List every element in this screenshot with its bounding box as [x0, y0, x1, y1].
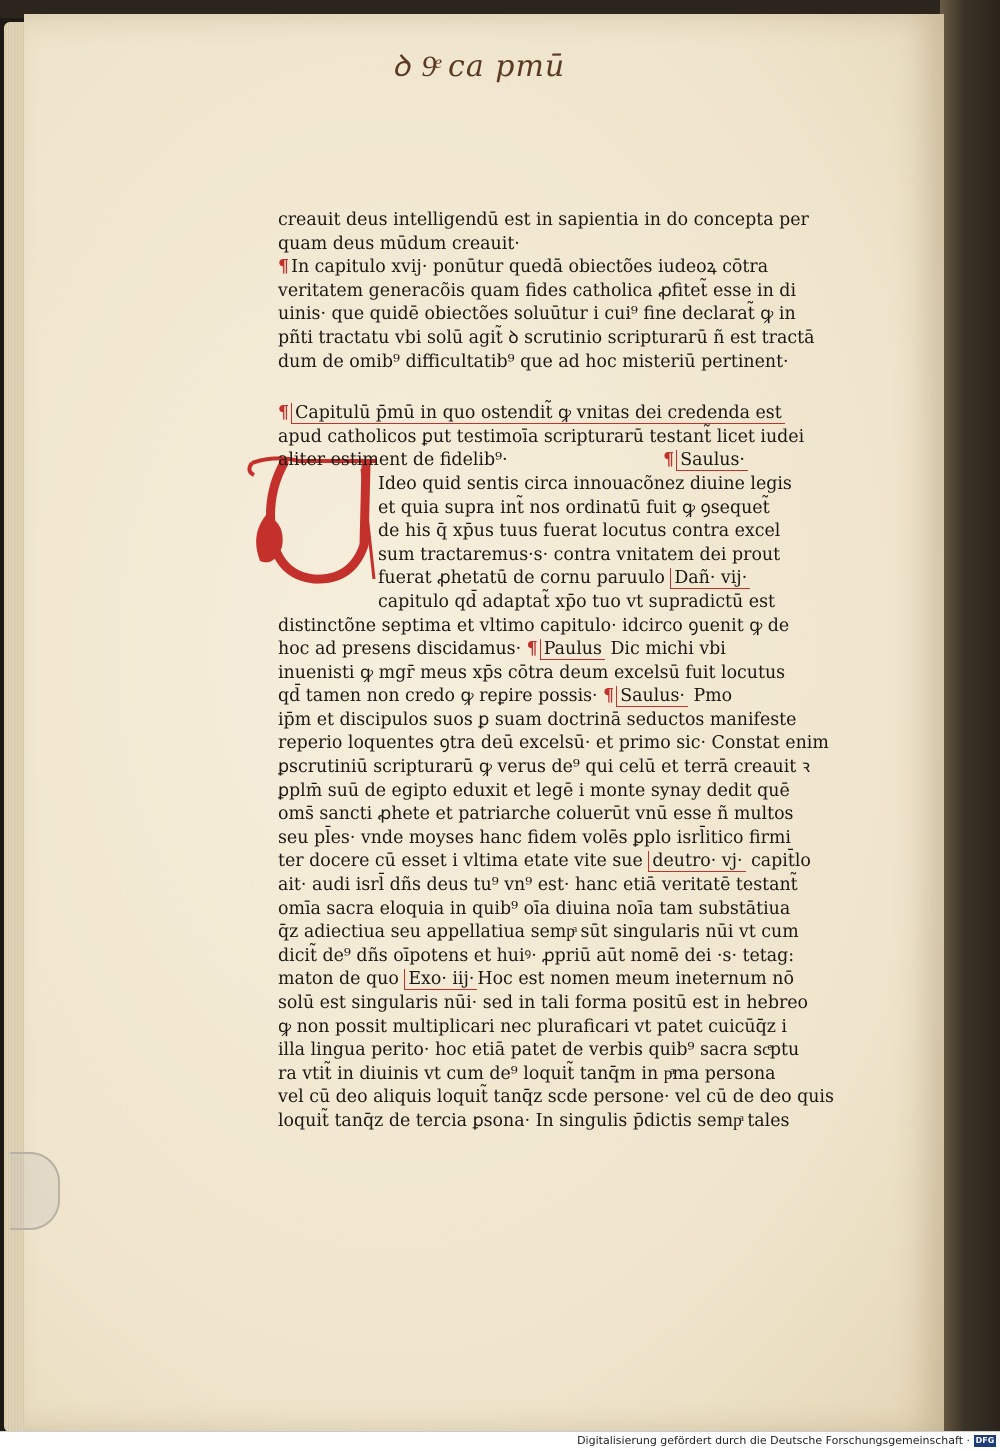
- text-segment: fuerat ꝓhetatū de cornu paruulo: [378, 568, 665, 589]
- footer-bar: [0, 1431, 1000, 1451]
- text-line: creauit deus intelligendū est in sapientia in do concepta per: [278, 210, 809, 230]
- text-line: de his q̄ xp̄us tuus fuerat locutus contra excel: [378, 521, 781, 542]
- body-text: [278, 209, 834, 1134]
- text-line: ꝑscrutiniū scripturarū ꝙ verus de⁹ qui celū et terrā creauit ꝛ: [278, 757, 811, 778]
- text-line: ait· audi isrl̄ dñs deus tu⁹ vn⁹ est· hanc etiā veritatē testant̃: [278, 875, 798, 896]
- text-line: [278, 449, 828, 473]
- text-segment: Dic michi vbi: [610, 639, 726, 660]
- speaker-saulus: Saulus·: [676, 450, 748, 471]
- text-segment: hoc ad presens discidamus·: [278, 639, 522, 660]
- text-segment: aliter estiment de fidelib⁹·: [278, 450, 508, 471]
- text-segment: qd̄ tamen non credo ꝙ reꝑire possis·: [278, 686, 598, 707]
- text-line: [278, 256, 828, 280]
- page-clip: [10, 1152, 60, 1230]
- book-binding: [940, 0, 1000, 1432]
- text-segment: capit̄lo: [751, 851, 811, 872]
- chapter-heading: [278, 402, 828, 426]
- speaker-saulus: Saulus·: [616, 686, 688, 707]
- dfg-logo: DFG: [975, 1436, 995, 1445]
- text-line: ꝙ non possit multiplicari nec pluraficari vt patet cuicūq̄z i: [278, 1016, 787, 1037]
- text-line: inuenisti ꝙ mgr̄ meus xp̄s cōtra deum excelsū fuit locutus: [278, 662, 786, 683]
- chapter-title: Capitulū p̄mū in quo ostendit̃ ꝙ vnitas dei credenda est: [291, 403, 785, 424]
- paragraph-mark: ¶: [526, 639, 538, 660]
- text-line: [278, 968, 828, 992]
- text-line: [278, 685, 828, 709]
- text-line: ꝑplm̄ suū de egipto eduxit et legē i monte synay dedit quē: [278, 780, 790, 801]
- footer-credit: Digitalisierung gefördert durch die Deutsche Forschungsgemeinschaft ·: [577, 1434, 970, 1447]
- text-segment: In capitulo xvij· ponūtur quedā obiectões iudeoꝝ cōtra: [291, 257, 769, 278]
- text-line: veritatem generacõis quam fides catholica ꝓfitet̃ esse in di: [278, 280, 796, 301]
- text-line: dicit̃ de⁹ dñs oīpotens et huiꝰ· ꝓpriū aūt nomē dei ·s· tetag:: [278, 945, 795, 966]
- text-segment: maton de quo: [278, 969, 399, 990]
- text-line: ip̄m et discipulos suos ꝑ suam doctrinā seductos manifeste: [278, 709, 797, 730]
- text-segment: Pmo: [693, 686, 733, 707]
- paragraph-mark: ¶: [278, 403, 290, 424]
- reference-exodus: Exo· iij·: [404, 969, 477, 990]
- text-segment: ter docere cū esset i vltima etate vite sue: [278, 851, 643, 872]
- text-line: distinctõne septima et vltimo capitulo· idcirco ꝯuenit ꝙ de: [278, 615, 790, 636]
- text-line: reperio loquentes ꝯtra deū excelsū· et primo sic· Constat enim: [278, 733, 829, 754]
- text-line: omīa sacra eloquia in quib⁹ oīa diuina noīa tam substātiua: [278, 898, 791, 919]
- text-line: [278, 567, 828, 591]
- text-line: [278, 638, 828, 662]
- reference-daniel: Dañ· vij·: [670, 568, 750, 589]
- paragraph-mark: ¶: [278, 257, 290, 278]
- speaker-paulus: Paulus: [540, 639, 605, 660]
- text-line: apud catholicos ꝑut testimoīa scripturarū testant̃ licet iudei: [278, 426, 805, 447]
- text-line: seu pl̄es· vnde moyses hanc fidem volēs ꝑplo isrl̄itico firmi: [278, 827, 791, 848]
- text-line: pñti tractatu vbi solū agit̃ ꝺ scrutinio scripturarū ñ est tractā: [278, 327, 815, 348]
- text-line: capitulo qd̄ adaptat̃ xp̄o tuo vt supradictū est: [378, 591, 775, 612]
- text-line: oms̄ sancti ꝓhete et patriarche coluerūt vnū esse ñ multos: [278, 804, 794, 825]
- text-line: quam deus mūdum creauit·: [278, 233, 520, 254]
- paragraph-mark: ¶: [663, 450, 675, 471]
- text-line: illa lingua perito· hoc etiā patet de verbis quib⁹ sacra scͤptu: [278, 1040, 800, 1061]
- text-line: q̄z adiectiua seu appellatiua sempͣ sūt singularis nūi vt cum: [278, 922, 799, 943]
- text-line: Ideo quid sentis circa innouacõnez diuine legis: [378, 473, 792, 494]
- text-line: dum de omib⁹ difficultatib⁹ que ad hoc misteriū pertinent·: [278, 351, 789, 372]
- text-line: sum tractaremus·s· contra vnitatem dei prout: [378, 544, 781, 565]
- handwritten-header: ꝺ 9ͤ ca pmū: [392, 49, 566, 84]
- paragraph-mark: ¶: [603, 686, 615, 707]
- reference-deuteronomy: deutro· vj·: [648, 851, 745, 872]
- text-line: uinis· que quidē obiectões soluūtur i cui⁹ fine declarat̃ ꝙ in: [278, 304, 796, 325]
- text-line: [278, 850, 828, 874]
- text-line: solū est singularis nūi· sed in tali forma positū est in hebreo: [278, 993, 809, 1013]
- text-line: ra vtit̃ in diuinis vt cum de⁹ loquit̃ tanq̄m in pͣma persona: [278, 1063, 776, 1084]
- text-line: et quia supra int̃ nos ordinatū fuit ꝙ ꝯsequet̃: [378, 497, 770, 518]
- text-line: loquit̃ tanq̄z de tercia ꝑsona· In singulis p̄dictis sempͣ tales: [278, 1110, 790, 1131]
- text-line: vel cū deo aliquis loquit̃ tanq̄z scde persone· vel cū de deo quis: [278, 1087, 834, 1108]
- text-segment: Hoc est nomen meum ineternum nō: [477, 969, 794, 990]
